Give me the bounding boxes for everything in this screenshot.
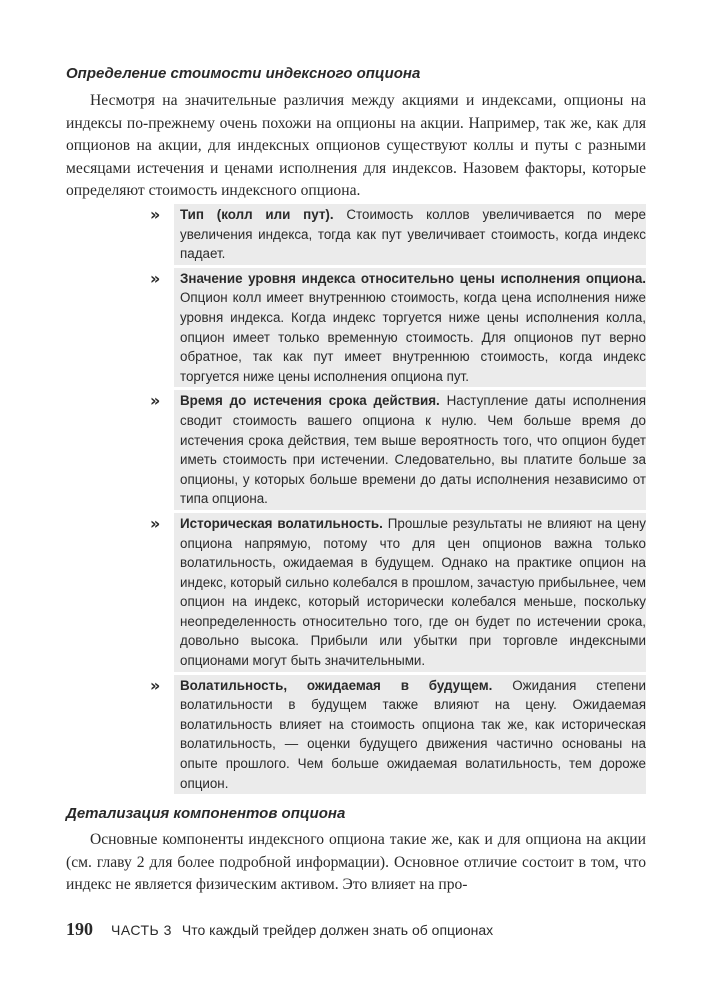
- chevron-bullet-icon: »: [150, 268, 161, 288]
- list-item-text: [174, 390, 646, 510]
- chevron-bullet-icon: »: [150, 205, 161, 224]
- list-item: [144, 513, 646, 672]
- list-item-body: Стоимость коллов увеличивается по мере увеличения индекса, тогда как пут увеличивает стоимость, когда индекс падает.: [180, 207, 646, 262]
- list-item: [144, 268, 646, 388]
- list-item-title: Время до истечения срока действия.: [180, 393, 440, 409]
- list-item-body: Ожидания степени волатильности в будущем также влияют на цену. Ожидаемая волатильность влияет на стоимость опциона так же, как историческая волатильность, — оценки будущего движения частично основаны на опыте прошлого. Чем больше ожидаемая волатильность, тем дороже опцион.: [180, 677, 646, 791]
- list-item-title: Волатильность, ожидаемая в будущем.: [180, 677, 493, 693]
- list-item-title: Историческая волатильность.: [180, 515, 383, 531]
- list-item-text: [174, 513, 646, 672]
- list-item: [144, 204, 646, 265]
- list-item-body: Опцион колл имеет внутреннюю стоимость, когда цена исполнения ниже уровня индекса. Когда индекс торгуется ниже цены исполнения колла, опцион имеет только временную стоимость. Для опционов пут верно обратное, так как пут имеет внутреннюю стоимость, когда индекс торгуется ниже цены исполнения опциона пут.: [180, 290, 646, 384]
- components-paragraph: Основные компоненты индексного опциона такие же, как и для опциона на акции (см. главу 2 для более подробной информации). Основное отличие состоит в том, что индекс не является физическим активом. Это влияет на про-: [66, 831, 646, 894]
- list-item-body: Наступление даты исполнения сводит стоимость вашего опциона к нулю. Чем больше время до истечения срока действия, тем выше вероятность того, что опцион будет иметь стоимость при истечении. Следовательно, вы платите больше за опционы, у которых больше времени до даты исполнения независимо от типа опциона.: [180, 393, 646, 507]
- section-heading-index-option-value: Определение стоимости индексного опциона: [66, 65, 421, 82]
- chevron-bullet-icon: »: [150, 391, 161, 411]
- list-item-text: [174, 675, 646, 795]
- factor-list: [144, 204, 646, 797]
- list-item-text: [174, 204, 646, 265]
- intro-paragraph: Несмотря на значительные различия между акциями и индексами, опционы на индексы по-прежнему очень похожи на опционы на акции. Например, так же, как для опционов на акции, для индексных опционов существуют коллы и путы с разными месяцами истечения и ценами исполнения для индексов. Назовем факторы, которые определяют стоимость индексного опциона.: [66, 92, 646, 200]
- page-number: 190: [66, 919, 93, 939]
- section-heading-option-components: Детализация компонентов опциона: [66, 805, 346, 822]
- chevron-bullet-icon: »: [150, 675, 161, 695]
- list-item-text: [174, 268, 646, 388]
- list-item: [144, 675, 646, 795]
- list-item-title: Значение уровня индекса относительно цены исполнения опциона.: [180, 270, 646, 286]
- part-label: ЧАСТЬ 3: [111, 922, 172, 938]
- list-item-body: Прошлые результаты не влияют на цену опциона напрямую, потому что для цен опционов важна только волатильность, ожидаемая в будущем. Однако на практике опцион на индекс, который сильно колебался в прошлом, зачастую прибыльнее, чем опцион на индекс, который исторически колебался меньше, поскольку неопределенность относительно того, где он будет по истечении срока, довольно высока. Прибыли или убытки при торговле индексными опционами могут быть значительными.: [180, 515, 646, 669]
- chevron-bullet-icon: »: [150, 513, 161, 533]
- list-item-title: Тип (колл или пут).: [180, 207, 334, 222]
- part-title: Что каждый трейдер должен знать об опционах: [181, 922, 494, 938]
- page-footer: [66, 919, 666, 940]
- list-item: [144, 390, 646, 510]
